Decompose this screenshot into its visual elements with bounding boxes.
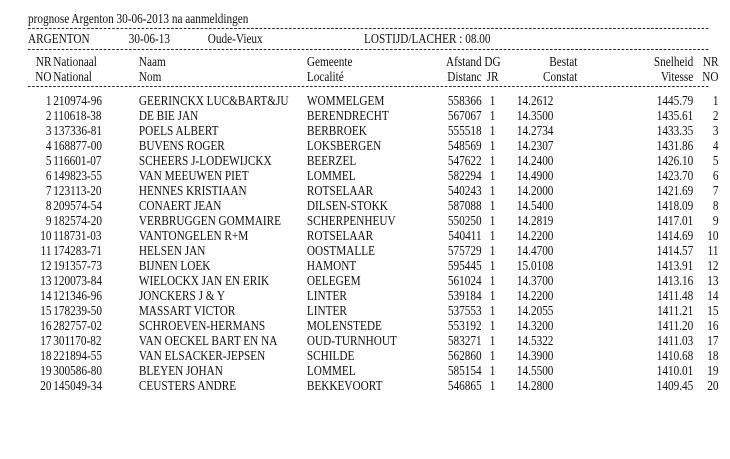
race-club: Oude-Vieux bbox=[207, 31, 263, 46]
row-distance: 561024 bbox=[447, 273, 482, 288]
header-distance-fr: Distanc bbox=[447, 69, 482, 84]
row-distance: 553192 bbox=[447, 318, 482, 333]
table-row bbox=[28, 183, 719, 198]
table-row bbox=[28, 168, 719, 183]
row-distance: 585154 bbox=[447, 363, 482, 378]
row-town: LINTER bbox=[306, 288, 347, 303]
row-rank: 20 bbox=[40, 378, 52, 393]
table-row bbox=[28, 318, 719, 333]
row-distance: 587088 bbox=[447, 198, 482, 213]
row-rank: 5 bbox=[45, 153, 52, 168]
row-town: BERBROEK bbox=[306, 123, 367, 138]
row-days: 1 bbox=[489, 363, 496, 378]
row-distance: 583271 bbox=[447, 333, 482, 348]
row-town: SCHERPENHEUV bbox=[306, 213, 396, 228]
header-nr-fr: NO bbox=[35, 69, 52, 84]
row-days: 1 bbox=[489, 93, 496, 108]
results-list bbox=[28, 93, 719, 393]
row-rank-right: 19 bbox=[707, 363, 719, 378]
table-row bbox=[28, 333, 719, 348]
row-rank: 10 bbox=[40, 228, 52, 243]
row-town: OUD-TURNHOUT bbox=[306, 333, 397, 348]
row-rank-right: 13 bbox=[707, 273, 719, 288]
row-distance: 547622 bbox=[447, 153, 482, 168]
row-speed: 1411.03 bbox=[657, 333, 694, 348]
row-arrival: 14.3200 bbox=[516, 318, 554, 333]
row-days: 1 bbox=[489, 153, 496, 168]
row-national-number: 182574-20 bbox=[53, 213, 102, 228]
header-nr: NR bbox=[35, 54, 52, 69]
row-name: JONCKERS J & Y bbox=[138, 288, 226, 303]
row-distance: 558366 bbox=[447, 93, 482, 108]
row-arrival: 14.2055 bbox=[516, 303, 554, 318]
row-town: LOMMEL bbox=[306, 168, 356, 183]
row-town: WOMMELGEM bbox=[306, 93, 385, 108]
row-days: 1 bbox=[489, 378, 496, 393]
row-speed: 1423.70 bbox=[656, 168, 694, 183]
row-arrival: 14.2200 bbox=[516, 228, 554, 243]
row-days: 1 bbox=[489, 168, 496, 183]
row-national-number: 120073-84 bbox=[53, 273, 102, 288]
row-rank: 17 bbox=[40, 333, 52, 348]
row-arrival: 14.2307 bbox=[516, 138, 554, 153]
row-rank: 1 bbox=[45, 93, 52, 108]
header-speed: Snelheid bbox=[653, 54, 694, 69]
race-date: 30-06-13 bbox=[128, 31, 171, 46]
row-town: LOKSBERGEN bbox=[306, 138, 382, 153]
row-rank: 4 bbox=[45, 138, 52, 153]
row-national-number: 118731-03 bbox=[53, 228, 102, 243]
row-rank: 3 bbox=[45, 123, 52, 138]
row-name: BIJNEN LOEK bbox=[138, 258, 211, 273]
row-arrival: 14.2612 bbox=[516, 93, 554, 108]
table-row bbox=[28, 153, 719, 168]
row-speed: 1431.86 bbox=[656, 138, 694, 153]
header-national: Nationaal bbox=[53, 54, 97, 69]
row-distance: 546865 bbox=[447, 378, 482, 393]
row-arrival: 14.2800 bbox=[516, 378, 554, 393]
row-name: HENNES KRISTIAAN bbox=[138, 183, 247, 198]
row-national-number: 221894-55 bbox=[53, 348, 102, 363]
row-rank: 16 bbox=[40, 318, 52, 333]
row-name: WIELOCKX JAN EN ERIK bbox=[138, 273, 270, 288]
table-row bbox=[28, 348, 719, 363]
row-rank-right: 2 bbox=[712, 108, 719, 123]
row-national-number: 116601-07 bbox=[53, 153, 102, 168]
row-speed: 1417.01 bbox=[656, 213, 694, 228]
table-row bbox=[28, 93, 719, 108]
row-arrival: 14.5400 bbox=[516, 198, 554, 213]
row-name: CONAERT JEAN bbox=[138, 198, 222, 213]
row-rank: 6 bbox=[45, 168, 52, 183]
row-name: CEUSTERS ANDRE bbox=[138, 378, 237, 393]
row-town: LINTER bbox=[306, 303, 347, 318]
row-speed: 1410.01 bbox=[656, 363, 694, 378]
document-title: prognose Argenton 30-06-2013 na aanmeldingen bbox=[28, 11, 249, 26]
row-name: BUVENS ROGER bbox=[138, 138, 225, 153]
table-row bbox=[28, 108, 719, 123]
row-national-number: 149823-55 bbox=[53, 168, 102, 183]
row-distance: 555518 bbox=[447, 123, 482, 138]
header-bestat-fr: Constat bbox=[542, 69, 578, 84]
row-name: VANTONGELEN R+M bbox=[138, 228, 249, 243]
row-arrival: 14.2734 bbox=[516, 123, 554, 138]
row-town: DILSEN-STOKK bbox=[306, 198, 388, 213]
row-speed: 1426.10 bbox=[656, 153, 694, 168]
row-rank-right: 12 bbox=[707, 258, 719, 273]
row-arrival: 15.0108 bbox=[516, 258, 554, 273]
row-national-number: 300586-80 bbox=[53, 363, 102, 378]
row-rank-right: 20 bbox=[707, 378, 719, 393]
row-speed: 1435.61 bbox=[656, 108, 694, 123]
row-name: GEERINCKX LUC&BART&JU bbox=[138, 93, 289, 108]
table-row bbox=[28, 123, 719, 138]
table-row bbox=[28, 198, 719, 213]
row-town: ROTSELAAR bbox=[306, 228, 374, 243]
row-arrival: 14.2400 bbox=[516, 153, 554, 168]
row-rank: 15 bbox=[40, 303, 52, 318]
row-rank-right: 5 bbox=[712, 153, 719, 168]
row-national-number: 110618-38 bbox=[53, 108, 102, 123]
row-days: 1 bbox=[489, 123, 496, 138]
row-town: SCHILDE bbox=[306, 348, 355, 363]
row-name: MASSART VICTOR bbox=[138, 303, 236, 318]
row-rank: 12 bbox=[40, 258, 52, 273]
row-days: 1 bbox=[489, 288, 496, 303]
row-national-number: 282757-02 bbox=[53, 318, 102, 333]
row-rank: 9 bbox=[45, 213, 52, 228]
row-national-number: 191357-73 bbox=[53, 258, 102, 273]
row-arrival: 14.2000 bbox=[516, 183, 554, 198]
row-national-number: 174283-71 bbox=[53, 243, 102, 258]
row-town: OOSTMALLE bbox=[306, 243, 375, 258]
table-row bbox=[28, 243, 719, 258]
row-arrival: 14.2819 bbox=[516, 213, 554, 228]
row-speed: 1433.35 bbox=[656, 123, 694, 138]
row-days: 1 bbox=[489, 228, 496, 243]
header-bestat: Bestat bbox=[549, 54, 578, 69]
row-name: DE BIE JAN bbox=[138, 108, 199, 123]
row-days: 1 bbox=[489, 213, 496, 228]
table-row bbox=[28, 228, 719, 243]
row-name: SCHEERS J-LODEWIJCKX bbox=[138, 153, 272, 168]
row-days: 1 bbox=[489, 138, 496, 153]
row-arrival: 14.5322 bbox=[516, 333, 554, 348]
row-days: 1 bbox=[489, 258, 496, 273]
header-name-fr: Nom bbox=[138, 69, 162, 84]
row-rank: 18 bbox=[40, 348, 52, 363]
row-distance: 540243 bbox=[447, 183, 482, 198]
row-town: BEERZEL bbox=[306, 153, 357, 168]
row-arrival: 14.5500 bbox=[516, 363, 554, 378]
table-row bbox=[28, 288, 719, 303]
row-distance: 550250 bbox=[447, 213, 482, 228]
row-rank: 14 bbox=[40, 288, 52, 303]
row-rank-right: 4 bbox=[712, 138, 719, 153]
row-rank: 19 bbox=[40, 363, 52, 378]
row-speed: 1445.79 bbox=[656, 93, 694, 108]
row-days: 1 bbox=[489, 273, 496, 288]
row-rank-right: 10 bbox=[707, 228, 719, 243]
race-place: ARGENTON bbox=[28, 31, 90, 46]
row-days: 1 bbox=[489, 198, 496, 213]
row-distance: 540411 bbox=[448, 228, 482, 243]
row-rank: 11 bbox=[40, 243, 52, 258]
row-speed: 1414.57 bbox=[656, 243, 694, 258]
table-row bbox=[28, 273, 719, 288]
row-rank: 13 bbox=[40, 273, 52, 288]
row-days: 1 bbox=[489, 303, 496, 318]
header-dg-fr: JR bbox=[486, 69, 499, 84]
row-name: VAN MEEUWEN PIET bbox=[138, 168, 249, 183]
row-speed: 1411.21 bbox=[657, 303, 694, 318]
table-header bbox=[28, 54, 719, 84]
row-speed: 1418.09 bbox=[656, 198, 694, 213]
row-town: HAMONT bbox=[306, 258, 357, 273]
row-days: 1 bbox=[489, 183, 496, 198]
row-speed: 1410.68 bbox=[656, 348, 694, 363]
row-arrival: 14.4900 bbox=[516, 168, 554, 183]
header-town: Gemeente bbox=[306, 54, 353, 69]
row-name: SCHROEVEN-HERMANS bbox=[138, 318, 266, 333]
row-town: BERENDRECHT bbox=[306, 108, 389, 123]
header-town-fr: Localité bbox=[306, 69, 344, 84]
row-name: VERBRUGGEN GOMMAIRE bbox=[138, 213, 282, 228]
row-town: MOLENSTEDE bbox=[306, 318, 382, 333]
row-days: 1 bbox=[489, 333, 496, 348]
row-name: HELSEN JAN bbox=[138, 243, 206, 258]
row-distance: 548569 bbox=[447, 138, 482, 153]
row-speed: 1421.69 bbox=[656, 183, 694, 198]
row-national-number: 209574-54 bbox=[53, 198, 102, 213]
row-rank-right: 1 bbox=[712, 93, 719, 108]
divider bbox=[28, 86, 708, 87]
row-distance: 567067 bbox=[447, 108, 482, 123]
header-name: Naam bbox=[138, 54, 166, 69]
row-town: ROTSELAAR bbox=[306, 183, 374, 198]
row-national-number: 145049-34 bbox=[53, 378, 102, 393]
row-rank-right: 18 bbox=[707, 348, 719, 363]
row-speed: 1411.20 bbox=[657, 318, 694, 333]
row-distance: 575729 bbox=[447, 243, 482, 258]
row-speed: 1413.91 bbox=[656, 258, 694, 273]
row-national-number: 178239-50 bbox=[53, 303, 102, 318]
row-rank: 2 bbox=[45, 108, 52, 123]
table-row bbox=[28, 213, 719, 228]
header-nr2: NR bbox=[702, 54, 719, 69]
header-nr2-fr: NO bbox=[702, 69, 719, 84]
row-national-number: 123113-20 bbox=[53, 183, 102, 198]
header-distance: Afstand bbox=[445, 54, 482, 69]
table-row bbox=[28, 363, 719, 378]
row-rank-right: 3 bbox=[712, 123, 719, 138]
row-rank-right: 16 bbox=[707, 318, 719, 333]
table-row bbox=[28, 138, 719, 153]
row-arrival: 14.2200 bbox=[516, 288, 554, 303]
table-row bbox=[28, 303, 719, 318]
header-national-fr: National bbox=[53, 69, 92, 84]
row-rank-right: 15 bbox=[707, 303, 719, 318]
row-rank: 7 bbox=[45, 183, 52, 198]
row-rank: 8 bbox=[45, 198, 52, 213]
row-rank-right: 7 bbox=[712, 183, 719, 198]
row-name: POELS ALBERT bbox=[138, 123, 219, 138]
row-national-number: 121346-96 bbox=[53, 288, 102, 303]
row-national-number: 210974-96 bbox=[53, 93, 102, 108]
row-name: VAN OECKEL BART EN NA bbox=[138, 333, 278, 348]
row-national-number: 168877-00 bbox=[53, 138, 102, 153]
row-distance: 595445 bbox=[447, 258, 482, 273]
row-rank-right: 6 bbox=[712, 168, 719, 183]
row-days: 1 bbox=[489, 243, 496, 258]
row-speed: 1413.16 bbox=[656, 273, 694, 288]
row-rank-right: 9 bbox=[712, 213, 719, 228]
row-speed: 1409.45 bbox=[656, 378, 694, 393]
table-row bbox=[28, 258, 719, 273]
row-rank-right: 8 bbox=[712, 198, 719, 213]
row-name: VAN ELSACKER-JEPSEN bbox=[138, 348, 266, 363]
row-arrival: 14.3700 bbox=[516, 273, 554, 288]
row-national-number: 137336-81 bbox=[53, 123, 102, 138]
row-town: OELEGEM bbox=[306, 273, 361, 288]
row-arrival: 14.3900 bbox=[516, 348, 554, 363]
row-distance: 562860 bbox=[447, 348, 482, 363]
row-arrival: 14.3500 bbox=[516, 108, 554, 123]
row-distance: 539184 bbox=[447, 288, 482, 303]
row-distance: 582294 bbox=[447, 168, 482, 183]
race-info bbox=[28, 29, 708, 49]
row-rank-right: 17 bbox=[707, 333, 719, 348]
row-days: 1 bbox=[489, 348, 496, 363]
row-distance: 537553 bbox=[447, 303, 482, 318]
document bbox=[28, 10, 719, 393]
header-dg: DG bbox=[484, 54, 501, 69]
row-speed: 1414.69 bbox=[656, 228, 694, 243]
row-name: BLEYEN JOHAN bbox=[138, 363, 223, 378]
table-row bbox=[28, 378, 719, 393]
header-speed-fr: Vitesse bbox=[660, 69, 694, 84]
release-time: LOSTIJD/LACHER : 08.00 bbox=[364, 31, 491, 46]
row-rank-right: 14 bbox=[707, 288, 719, 303]
row-national-number: 301170-82 bbox=[53, 333, 102, 348]
row-days: 1 bbox=[489, 108, 496, 123]
row-days: 1 bbox=[489, 318, 496, 333]
row-arrival: 14.4700 bbox=[516, 243, 554, 258]
row-town: BEKKEVOORT bbox=[306, 378, 383, 393]
row-town: LOMMEL bbox=[306, 363, 356, 378]
row-rank-right: 11 bbox=[707, 243, 719, 258]
row-speed: 1411.48 bbox=[657, 288, 694, 303]
